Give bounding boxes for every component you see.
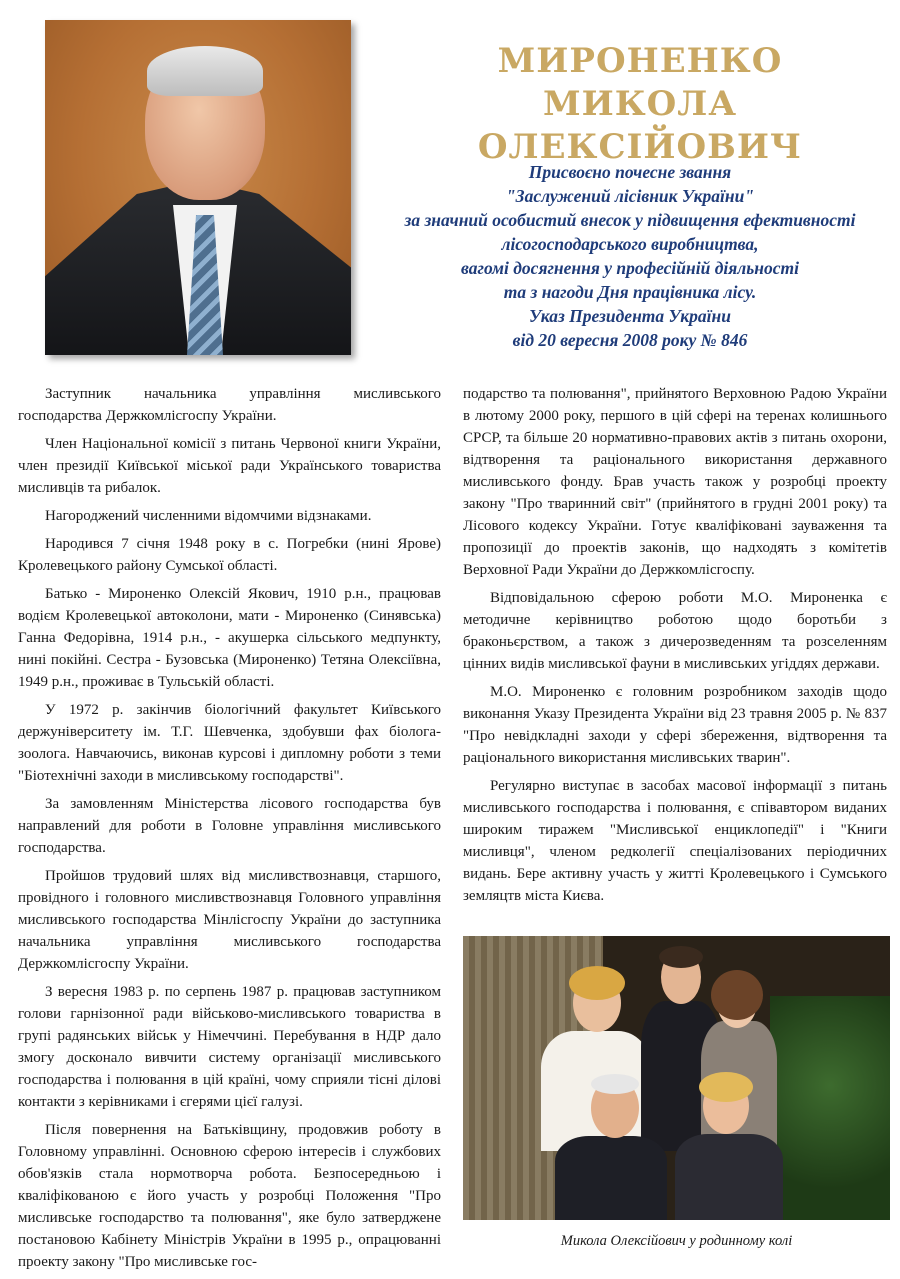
portrait-hair (147, 46, 263, 96)
award-line: "Заслужений лісівник України" (505, 186, 755, 206)
award-line: Присвоєно почесне звання (528, 162, 732, 182)
award-block (380, 160, 880, 352)
photo-tree (770, 996, 890, 1220)
award-line: та з нагоди Дня працівника лісу. (503, 282, 757, 302)
figure-seated-woman (675, 1134, 783, 1220)
paragraph: Батько - Мироненко Олексій Якович, 1910 р.н., працював водієм Кролевецької автоколони, мати - Мироненко (Синявська) Ганна Федорівна, 1914 р.н., - акушерка сільського медпункту, нині покійні. Сестра - Бузовська (Мироненко) Тетяна Олексіївна, 1949 р.н., проживає в Тульській області. (18, 586, 441, 690)
paragraph: Нагороджений численними відомчими відзнаками. (45, 508, 372, 524)
paragraph: Народився 7 січня 1948 року в с. Погребки (нині Ярове) Кролевецького району Сумської області. (18, 536, 441, 574)
figure-seated-man (555, 1136, 667, 1220)
figure-hair (711, 970, 763, 1020)
surname: МИРОНЕНКО (497, 41, 783, 81)
family-photo (463, 936, 890, 1220)
paragraph: Відповідальною сферою роботи М.О. Мироненка є методичне керівництво роботою щодо боротьби з браконьєрством, а також з дичерозведенням та розселенням цінних видів мисливської фауни в мисливських угіддях держави. (463, 590, 887, 672)
figure-hair (569, 966, 625, 1000)
paragraph: Заступник начальника управління мисливського господарства Держкомлісгоспу України. (18, 386, 441, 424)
biography-left-column (18, 383, 441, 1279)
paragraph: Регулярно виступає в засобах масової інформації з питань мисливського господарства і полювання, є співавтором виданих широким тиражем "Мисливської енциклопедії" і "Книги мисливця", членом редколегії спеціалізованих періодичних видань. Бере активну участь у житті Кролевецького і Сумського земляцтв міста Києва. (463, 778, 887, 904)
paragraph: За замовленням Міністерства лісового господарства був направлений для роботи в Головне управління мисливського господарства. (18, 796, 441, 856)
figure-hair (659, 946, 703, 968)
paragraph: Після повернення на Батьківщину, продовжив роботу в Головному управлінні. Основною сферою інтересів і службових обов'язків стала нормотворча робота. Безпосередньою і кваліфікованою є його участь у розробці Положення "Про мисливське господарство та полювання", яке було затверджене постановою Кабінету Міністрів України в 1995 р., опрацюванні проекту закону "Про мисливське гос- (18, 1122, 441, 1270)
paragraph: Пройшов трудовий шлях від мисливствознавця, старшого, провідного і головного мисливствознавця Головного управління мисливського господарства Мінлісгоспу України до заступника начальника управління мисливського господарства Держкомлісгоспу України. (18, 868, 441, 972)
paragraph: З вересня 1983 р. по серпень 1987 р. працював заступником голови гарнізонної ради військово-мисливського товариства в групі радянських військ у Німеччині. Перебування в НДР дало змогу досконало вивчити систему організації мисливського господарства і полювання в цій країні, чому сприяли тісні ділові контакти з керівниками і єгерями цієї галузі. (18, 984, 441, 1110)
award-line: від 20 вересня 2008 року № 846 (512, 330, 748, 350)
paragraph: У 1972 р. закінчив біологічний факультет Київського держуніверситету ім. Т.Г. Шевченка, здобувши фах біолога-зоолога. Навчаючись, виконав курсові і дипломну роботи з теми "Біотехнічні заходи в мисливському господарстві". (18, 702, 441, 784)
person-name (400, 40, 880, 169)
award-line: вагомі досягнення у професійній діяльності (461, 258, 799, 278)
paragraph: подарство та полювання", прийнятого Верховною Радою України в лютому 2000 року, першого в цій сфері на теренах колишнього СРСР, та більше 20 нормативно-правових актів з питань охорони, відтворення та раціонального використання державного мисливського фонду. Брав участь також у розробці проекту закону "Про тваринний світ" (прийнятого в грудні 2001 року) та Лісового кодексу України. Готує кваліфіковані зауваження та пропозиції до проектів законів, що надходять з комітетів Верховної Ради України до Держкомлісгоспу. (463, 386, 887, 578)
award-line: за значний особистий внесок у підвищення ефективності (404, 210, 856, 230)
figure-hair (591, 1074, 639, 1094)
award-line: Указ Президента України (529, 306, 731, 326)
paragraph: Член Національної комісії з питань Червоної книги України, член президії Київської міської ради Українського товариства мисливців та рибалок. (18, 436, 441, 496)
photo-caption: Микола Олексійович у родинному колі (560, 1233, 793, 1249)
figure-hair (699, 1072, 753, 1102)
award-line: лісогосподарського виробництва, (501, 234, 759, 254)
portrait-photo (45, 20, 351, 355)
given-names: МИКОЛА ОЛЕКСІЙОВИЧ (477, 84, 803, 167)
paragraph: М.О. Мироненко є головним розробником заходів щодо виконання Указу Президента України від 23 травня 2005 р. № 837 "Про невідкладні заходи у сфері збереження, відтворення та раціонального використання мисливських тварин". (463, 684, 887, 766)
biography-right-column (463, 383, 887, 913)
